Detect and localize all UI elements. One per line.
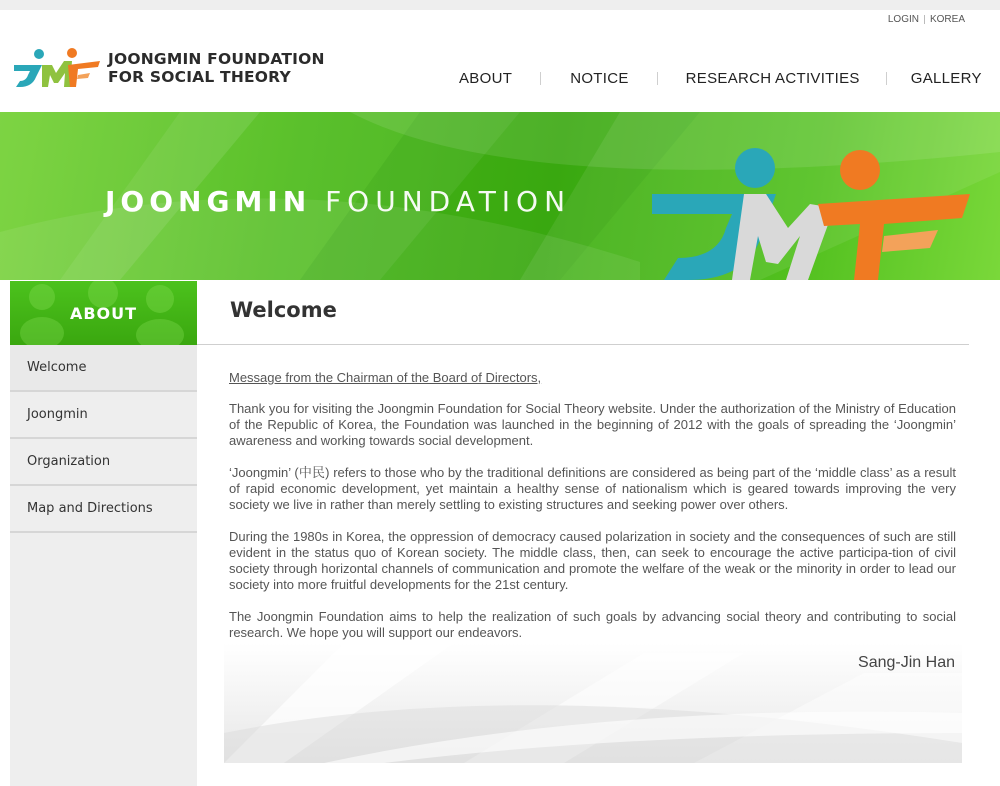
sidebar-item-welcome[interactable]: Welcome	[10, 345, 197, 392]
sidebar-item-organization[interactable]: Organization	[10, 439, 197, 486]
sidebar-item-joongmin[interactable]: Joongmin	[10, 392, 197, 439]
banner-title-bold: JOONGMIN	[105, 185, 312, 218]
message-lead: Message from the Chairman of the Board of Directors,	[229, 370, 542, 385]
message-paragraph: Thank you for visiting the Joongmin Foundation for Social Theory website. Under the authorization of the Ministry of Education of the Republic of Korea, the Foundation was launched in the beginning of 2012 with the goals of spreading the ‘Joongmin’ awareness and working towards social development.	[229, 401, 956, 448]
title-divider	[197, 344, 969, 345]
main-content	[197, 281, 969, 786]
sidebar-menu	[10, 345, 197, 533]
logo-line-1: JOONGMIN FOUNDATION	[108, 50, 325, 68]
message-paragraph: During the 1980s in Korea, the oppression of democracy caused polarization in society and the consequences of such are still evident in the status quo of Korean society. The middle class, then, can seek to encourage the active participa-tion of civil society through horizontal channels of communication and promote the welfare of the weak or the minority in order to lead our society into more fruitful developments for the 21st century.	[229, 529, 956, 592]
sidebar	[10, 281, 197, 786]
nav-gallery[interactable]: GALLERY	[910, 70, 982, 87]
decorative-shapes	[224, 643, 962, 763]
site-logo[interactable]	[12, 47, 325, 89]
chairman-signature: Sang-Jin Han	[858, 654, 955, 671]
hero-banner	[0, 112, 1000, 280]
utility-links	[888, 14, 965, 25]
nav-research-activities[interactable]: RESEARCH ACTIVITIES	[685, 70, 860, 87]
sidebar-heading-label: ABOUT	[69, 304, 138, 323]
sidebar-heading	[10, 281, 197, 345]
page-title: Welcome	[230, 298, 337, 322]
main-nav	[431, 70, 982, 87]
sidebar-item-map-and-directions[interactable]: Map and Directions	[10, 486, 197, 533]
logo-line-2: FOR SOCIAL THEORY	[108, 68, 291, 86]
banner-title	[105, 185, 571, 218]
utility-divider	[924, 15, 925, 24]
banner-title-light: FOUNDATION	[325, 185, 572, 218]
language-link[interactable]: KOREA	[929, 14, 965, 25]
nav-notice[interactable]: NOTICE	[570, 70, 629, 87]
login-link[interactable]: LOGIN	[887, 14, 919, 25]
logo-text	[108, 50, 325, 86]
message-paragraph: The Joongmin Foundation aims to help the realization of such goals by advancing social theory and contributing to social research. We hope you will support our endeavors.	[229, 609, 956, 640]
jmf-logo-icon	[12, 47, 102, 89]
decorative-background	[224, 643, 962, 763]
top-strip	[0, 0, 1000, 10]
message-paragraph: ‘Joongmin’ (中民) refers to those who by the traditional definitions are considered as being part of the ‘middle class’ as a result of rapid economic development, yet maintain a healthy sense of nationalism which is geared towards improving the very society we live in rather than merely settling to existing structures and seeking power over others.	[229, 465, 956, 512]
nav-about[interactable]: ABOUT	[459, 70, 513, 87]
jmf-banner-logo-icon	[648, 112, 978, 280]
welcome-message	[229, 370, 956, 657]
